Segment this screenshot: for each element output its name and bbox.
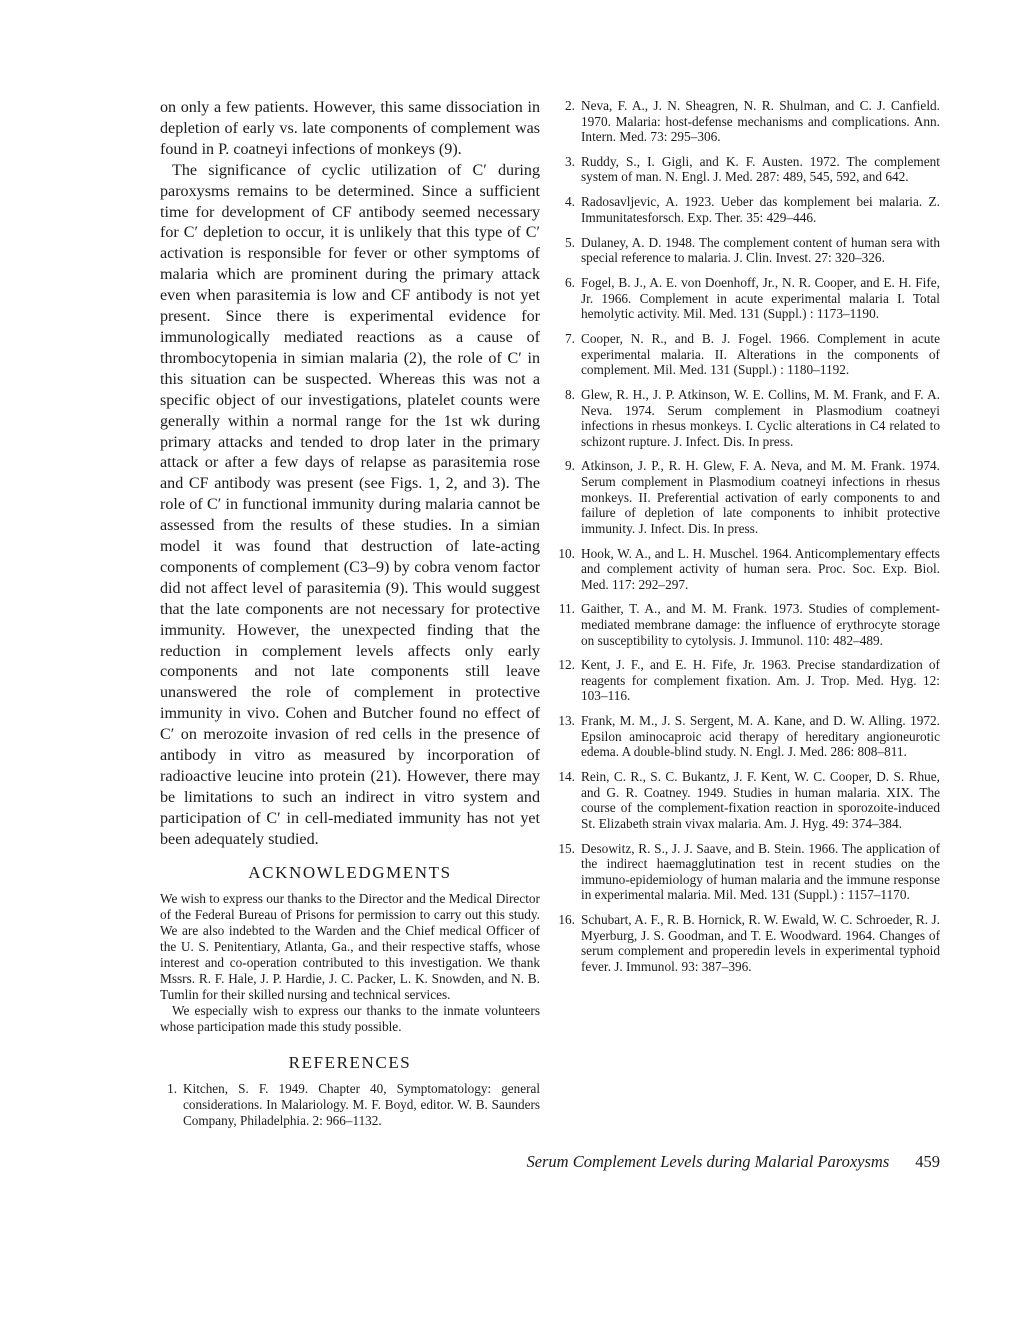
reference-item xyxy=(558,713,940,760)
acknowledgments-heading: ACKNOWLEDGMENTS xyxy=(248,862,452,882)
reference-text: Schubart, A. F., R. B. Hornick, R. W. Ewald, W. C. Schroeder, R. J. Myerburg, J. S. Goodman, and T. E. Woodward. 1964. Changes of serum complement and properedin levels in experimental typhoid fever. J. Immunol. 93: 387–396. xyxy=(581,912,940,974)
reference-text: Ruddy, S., I. Gigli, and K. F. Austen. 1972. The complement system of man. N. Engl. J. Med. 287: 489, 545, 592, and 642. xyxy=(581,153,940,185)
reference-text: Kent, J. F., and E. H. Fife, Jr. 1963. Precise standardization of reagents for complement fixation. Am. J. Trop. Med. Hyg. 12: 103–116. xyxy=(581,657,940,704)
reference-number: 8. xyxy=(565,386,575,402)
reference-text: Rein, C. R., S. C. Bukantz, J. F. Kent, W. C. Cooper, D. S. Rhue, and G. R. Coatney. 1949. Studies in human malaria. XIX. The course of the complement-fixation reaction in sporozoite-induced St. Elizabeth strain vivax malaria. Am. J. Hyg. 49: 374–384. xyxy=(581,769,940,831)
acknowledgments-paragraph: We especially wish to express our thanks to the inmate volunteers whose participation made this study possible. xyxy=(160,1003,540,1035)
reference-item xyxy=(558,657,940,704)
reference-text: Fogel, B. J., A. E. von Doenhoff, Jr., N. R. Cooper, and E. H. Fife, Jr. 1966. Complement in acute experimental malaria I. Total hemolytic activity. Mil. Med. 131 (Suppl.) : 1173–1190. xyxy=(581,275,940,322)
right-column xyxy=(558,98,940,984)
reference-text: Gaither, T. A., and M. M. Frank. 1973. Studies of complement-mediated membrane damage: the influence of erythrocyte storage on susceptibility to cytolysis. J. Immunol. 110: 482–489. xyxy=(581,601,940,648)
reference-item xyxy=(558,601,940,648)
running-title: Serum Complement Levels during Malarial Paroxysms xyxy=(526,1152,890,1171)
reference-item xyxy=(558,331,940,378)
reference-text: Kitchen, S. F. 1949. Chapter 40, Symptomatology: general considerations. In Malariology. M. F. Boyd, editor. W. B. Saunders Company, Philadelphia. 2: 966–1132. xyxy=(183,1081,540,1128)
left-column xyxy=(160,98,540,1138)
reference-number: 1. xyxy=(167,1081,177,1097)
reference-text: Atkinson, J. P., R. H. Glew, F. A. Neva, and M. M. Frank. 1974. Serum complement in Plasmodium coatneyi infections in rhesus monkeys. II. Preferential activation of early components to and failure of depletion of late components to inhibit protective immunity. J. Infect. Dis. In press. xyxy=(581,458,940,536)
reference-number: 4. xyxy=(565,194,575,210)
references-heading: REFERENCES xyxy=(288,1053,412,1073)
reference-number: 9. xyxy=(565,458,575,474)
page-footer xyxy=(500,1152,940,1172)
reference-number: 12. xyxy=(558,657,575,673)
reference-text: Frank, M. M., J. S. Sergent, M. A. Kane, and D. W. Alling. 1972. Epsilon aminocaproic acid therapy of hereditary angioneurotic edema. A double-blind study. N. Engl. J. Med. 286: 808–811. xyxy=(581,713,940,760)
reference-item xyxy=(160,1081,540,1128)
page-number: 459 xyxy=(915,1152,940,1171)
body-paragraph: on only a few patients. However, this same dissociation in depletion of early vs. late components of complement was found in P. coatneyi infections of monkeys (9). xyxy=(160,99,540,158)
reference-number: 7. xyxy=(565,331,575,347)
reference-item xyxy=(558,912,940,974)
reference-text: Glew, R. H., J. P. Atkinson, W. E. Collins, M. M. Frank, and F. A. Neva. 1974. Serum complement in Plasmodium coatneyi infections in rhesus monkeys. I. Cyclic alterations in C4 related to schizont rupture. J. Infect. Dis. In press. xyxy=(581,386,940,449)
reference-number: 11. xyxy=(558,601,575,617)
reference-item xyxy=(558,154,940,185)
acknowledgments-paragraph: We wish to express our thanks to the Director and the Medical Director of the Federal Bureau of Prisons for permission to carry out this study. We are also indebted to the Warden and the Chief medical Officer of the U. S. Penitentiary, Atlanta, Ga., and their respective staffs, whose interest and co-operation contributed to this investigation. We thank Mssrs. R. F. Hale, J. P. Hardie, J. C. Packer, L. K. Snowden, and N. B. Tumlin for their skilled nursing and technical services. xyxy=(160,890,540,1003)
reference-item xyxy=(558,98,940,145)
reference-number: 14. xyxy=(558,769,575,785)
reference-number: 15. xyxy=(558,840,575,856)
reference-number: 5. xyxy=(565,234,575,250)
reference-text: Desowitz, R. S., J. J. Saave, and B. Stein. 1966. The application of the indirect haemagglutination test in recent studies on the immuno-epidemiology of human malaria and the immune response in experimental malaria. Mil. Med. 131 (Suppl.) : 1157–1170. xyxy=(581,840,940,903)
reference-text: Dulaney, A. D. 1948. The complement content of human sera with special reference to malaria. J. Clin. Invest. 27: 320–326. xyxy=(581,234,940,266)
reference-text: Cooper, N. R., and B. J. Fogel. 1966. Complement in acute experimental malaria. II. Alterations in the components of complement. Mil. Med. 131 (Suppl.) : 1180–1192. xyxy=(581,331,940,378)
reference-item xyxy=(558,235,940,266)
reference-text: Neva, F. A., J. N. Sheagren, N. R. Shulman, and C. J. Canfield. 1970. Malaria: host-defense mechanisms and complications. Ann. Intern. Med. 73: 295–306. xyxy=(581,98,940,145)
reference-text: Radosavljevic, A. 1923. Ueber das komplement bei malaria. Z. Immunitatesforsch. Exp. Ther. 35: 429–446. xyxy=(581,194,940,225)
reference-item xyxy=(558,769,940,831)
reference-text: Hook, W. A., and L. H. Muschel. 1964. Anticomplementary effects and complement activity of human sera. Proc. Soc. Exp. Biol. Med. 117: 292–297. xyxy=(581,545,940,592)
reference-number: 16. xyxy=(558,912,575,928)
reference-item xyxy=(558,275,940,322)
reference-item xyxy=(558,841,940,903)
reference-item xyxy=(558,458,940,536)
reference-number: 2. xyxy=(565,98,575,113)
reference-number: 13. xyxy=(558,713,575,729)
reference-list-left xyxy=(160,1081,540,1128)
reference-number: 3. xyxy=(565,153,575,169)
reference-number: 6. xyxy=(565,275,575,291)
reference-item xyxy=(558,387,940,449)
reference-item xyxy=(558,194,940,225)
reference-list-right xyxy=(558,98,940,974)
body-paragraph: The significance of cyclic utilization of C′ during paroxysms remains to be determined. Since a sufficient time for development of CF antibody seemed necessary for C′ depletion to occur, it is unlikely that this type of C′ activation is responsible for fever or other symptoms of malaria which are prominent during the primary attack even when parasitemia is low and CF antibody is not yet present. Since there is experimental evidence for immunologically mediated reactions as a cause of thrombocytopenia in simian malaria (2), the role of C′ in this situation can be suspected. Whereas this was not a specific object of our investigations, platelet counts were generally within a normal range for the 1st wk during primary attacks and tended to drop later in the primary attack or after a few days of relapse as parasitemia rose and CF antibody was present (see Figs. 1, 2, and 3). The role of C′ in functional immunity during malaria cannot be assessed from the results of these studies. In a simian model it was found that destruction of late-acting components of complement (C3–9) by cobra venom factor did not affect level of parasitemia (9). This would suggest that the late components are not necessary for protective immunity. However, the unexpected finding that the reduction in complement levels affects only early components and not late components still leave unanswered the role of complement in protective immunity in vivo. Cohen and Butcher found no effect of C′ on merozoite invasion of red cells in the presence of antibody in vitro as measured by incorporation of radioactive leucine into protein (21). However, there may be limitations to such an indirect in vitro system and participation of C′ in cell-mediated immunity has not yet been adequately studied. xyxy=(160,161,540,848)
reference-item xyxy=(558,546,940,593)
reference-number: 10. xyxy=(558,545,575,561)
